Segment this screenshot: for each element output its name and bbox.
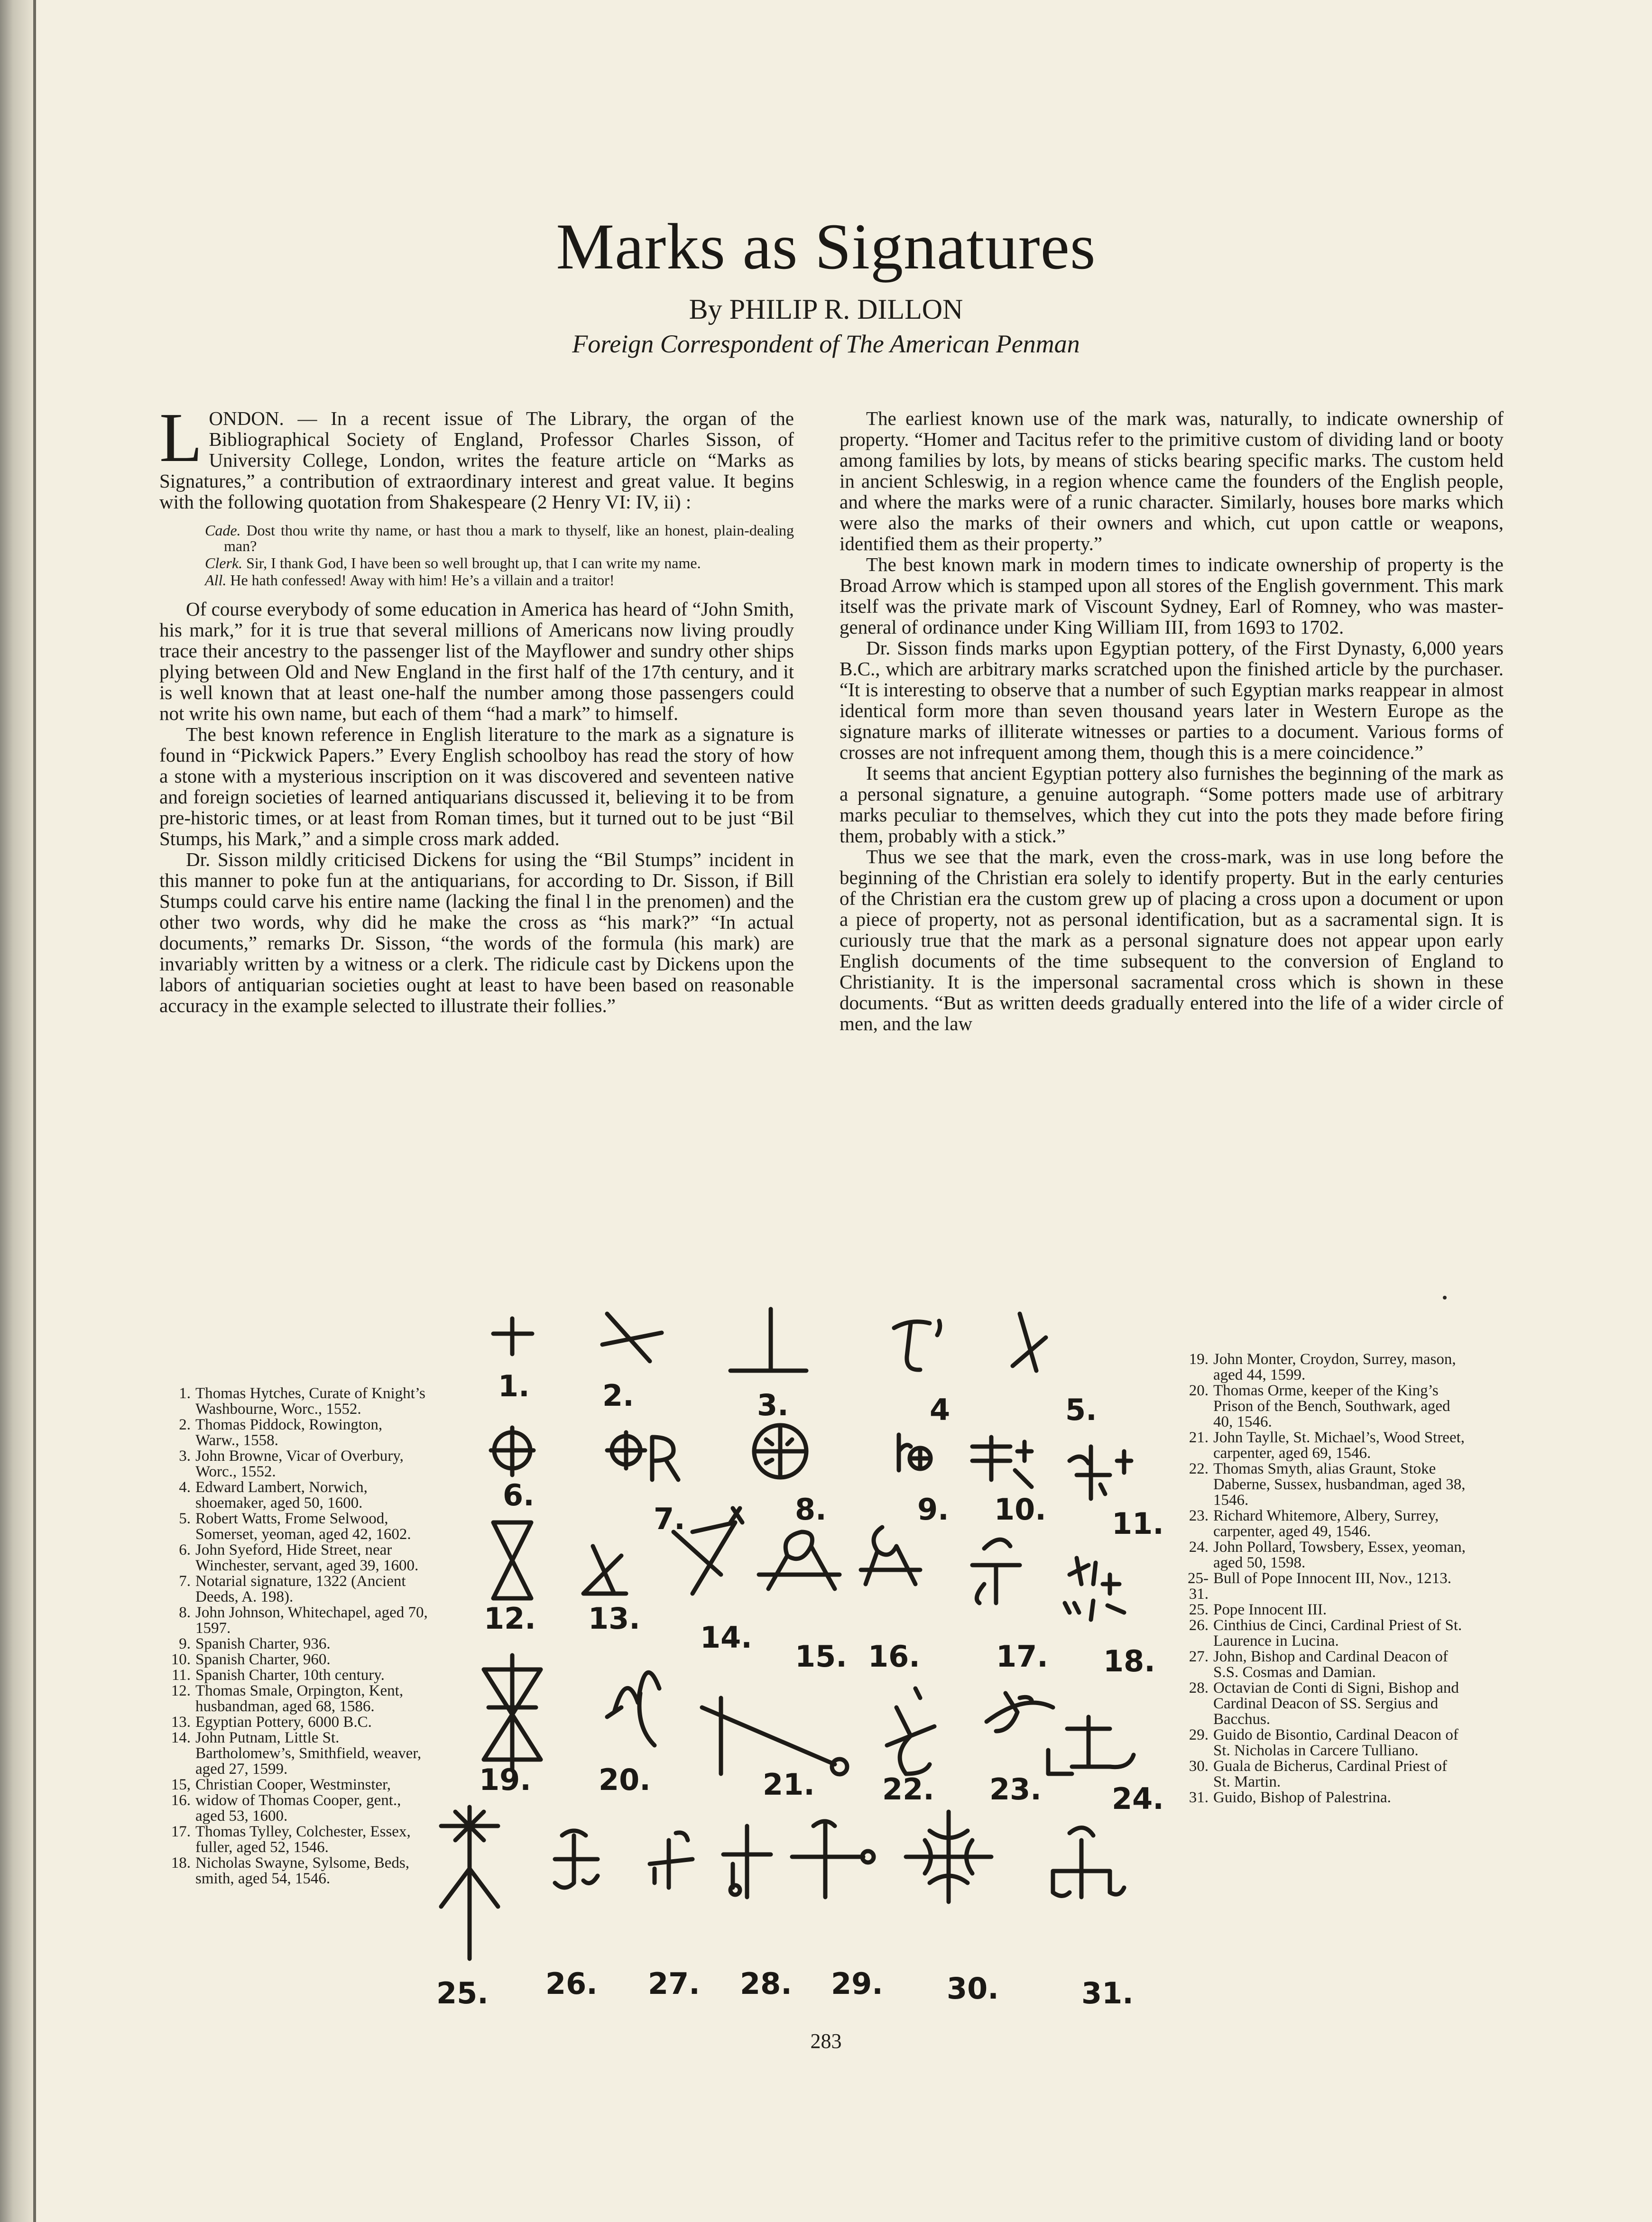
legend-text: John Syeford, Hide Street, near Winchester, servant, aged 39, 1600. <box>195 1541 419 1574</box>
legend-number: 18. <box>171 1854 191 1872</box>
mark-label: 20. <box>599 1762 651 1797</box>
mark-label: 16. <box>868 1639 920 1674</box>
page-number: 283 <box>810 2029 842 2053</box>
legend-item <box>1180 1430 1467 1461</box>
legend-item <box>1180 1790 1467 1806</box>
legend-item <box>162 1652 429 1668</box>
paragraph: Dr. Sisson finds marks upon Egyptian pottery, of the First Dynasty, 6,000 years B.C., which are arbitrary marks scratched upon the finished article by the purchaser. “It is interesting to observe that a number of such Egyptian marks reappear in almost identical form more than seven thousand years later in Western Europe as the signature marks of illiterate witnesses or parties to a document. Various forms of crosses are not infrequent among them, though this is a mere coincidence.” <box>840 637 1504 763</box>
paragraph: The earliest known use of the mark was, naturally, to indicate ownership of property. “Homer and Tacitus refer to the primitive custom of dividing land or booty among families by lots, by means of sticks bearing specific marks. The custom held in ancient Schleswig, in a region whence came the founders of the English people, and where the marks were of a runic character. Similarly, houses bore marks which were also the marks of their owners and which, cut upon cattle or weapons, identified them as their property.” <box>840 407 1504 554</box>
mark-9-icon <box>899 1435 931 1470</box>
quote-text: Dost thou write thy name, or hast thou a mark to thyself, like an honest, plain-dealing man? <box>224 522 794 554</box>
legend-text: Egyptian Pottery, 6000 B.C. <box>195 1714 372 1731</box>
paragraph-intro-text: ONDON. — In a recent issue of The Library, the organ of the Bibliographical Society of England, Professor Charles Sisson, of University College, London, writes the feature article on “Marks as Signatures,” a contribution of extraordinary interest and great value. It begins with the following quotation from Shakespeare (2 Henry VI: IV, ii) : <box>159 407 794 513</box>
mark-label: 25. <box>436 1976 489 2010</box>
mark-31-icon <box>1053 1828 1124 1897</box>
legend-number: 24. <box>1189 1539 1209 1556</box>
legend-number: 4. <box>179 1479 191 1496</box>
legend-number: 8. <box>179 1604 191 1621</box>
legend-text: John Putnam, Little St. Bartholomew’s, Smithfield, weaver, aged 27, 1599. <box>195 1729 422 1778</box>
legend-item <box>162 1574 429 1605</box>
legend-text: Cinthius de Cinci, Cardinal Priest of St. Laurence in Lucina. <box>1213 1617 1462 1650</box>
mark-label: 4 <box>930 1392 951 1427</box>
mark-19-icon <box>484 1655 541 1769</box>
quote-text: He hath confessed! Away with him! He’s a villain and a traitor! <box>230 572 615 589</box>
legend-item <box>1180 1649 1467 1680</box>
mark-16-icon <box>861 1527 920 1584</box>
legend-number: 7. <box>179 1573 191 1590</box>
legend-item <box>1180 1352 1467 1383</box>
legend-item <box>1180 1540 1467 1571</box>
mark-13-icon <box>583 1546 626 1594</box>
legend-item <box>1180 1727 1467 1759</box>
mark-label: 14. <box>700 1620 752 1655</box>
legend-right <box>1180 1352 1467 1806</box>
mark-24-icon <box>1048 1717 1134 1774</box>
mark-6-icon <box>491 1428 534 1475</box>
paragraph: Thus we see that the mark, even the cross-mark, was in use long before the beginning of the Christian era solely to identify property. But in the early centuries of the Christian era the custom grew up of placing a cross upon a document or upon a piece of property, not as personal identification, but as a sacramental sign. It is curiously true that the mark as a personal signature does not appear upon early English documents of the time subsequent to the conversion of England to Christianity. It is the impersonal sacramental cross which is shown in these documents. “But as written deeds gradually entered into the life of a wider circle of men, and the law <box>840 846 1504 1034</box>
mark-7-icon <box>607 1432 678 1480</box>
mark-30-icon <box>906 1812 991 1902</box>
mark-25-icon <box>441 1807 498 1959</box>
legend-number: 9. <box>179 1635 191 1652</box>
mark-28-icon <box>723 1826 771 1897</box>
quote-speaker: Clerk. <box>205 554 243 572</box>
legend-item <box>162 1542 429 1574</box>
legend-item <box>162 1730 429 1777</box>
legend-text: Notarial signature, 1322 (Ancient Deeds, A. 198). <box>195 1573 406 1605</box>
mark-label: 27. <box>648 1966 700 2001</box>
legend-text: Spanish Charter, 936. <box>195 1635 331 1652</box>
legend-number: 20. <box>1189 1382 1209 1399</box>
legend-number: 28. <box>1189 1679 1209 1696</box>
legend-number: 3. <box>179 1448 191 1465</box>
legend-item <box>162 1511 429 1542</box>
mark-label: 3. <box>757 1388 789 1422</box>
legend-number: 5. <box>179 1510 191 1527</box>
quote-text: Sir, I thank God, I have been so well brought up, that I can write my name. <box>246 554 701 572</box>
legend-text: Thomas Tylley, Colchester, Essex, fuller, aged 52, 1546. <box>195 1823 411 1856</box>
mark-label: 19. <box>479 1762 531 1797</box>
mark-label: 24. <box>1112 1781 1164 1816</box>
legend-text: Thomas Piddock, Rowington, Warw., 1558. <box>195 1416 383 1449</box>
mark-15-icon <box>759 1532 840 1589</box>
legend-item <box>1180 1508 1467 1540</box>
legend-item <box>162 1448 429 1480</box>
mark-label: 22. <box>882 1772 934 1807</box>
legend-text: Bull of Pope Innocent III, Nov., 1213. <box>1213 1570 1451 1587</box>
mark-label: 17. <box>996 1639 1048 1674</box>
legend-item <box>162 1417 429 1448</box>
right-column <box>840 408 1504 1034</box>
mark-20-icon <box>607 1672 659 1745</box>
legend-number: 21. <box>1189 1429 1209 1446</box>
legend-number: 23. <box>1189 1507 1209 1524</box>
legend-number: 22. <box>1189 1460 1209 1477</box>
mark-18-icon <box>1065 1558 1124 1620</box>
mark-label: 15. <box>795 1639 847 1674</box>
quote-speaker: All. <box>205 572 227 589</box>
legend-text: Edward Lambert, Norwich, shoemaker, aged 50, 1600. <box>195 1479 368 1512</box>
legend-item <box>1180 1461 1467 1508</box>
mark-17-icon <box>972 1540 1020 1603</box>
mark-2-icon <box>602 1314 662 1361</box>
mark-4-icon <box>894 1321 940 1370</box>
mark-5-icon <box>1013 1314 1046 1371</box>
legend-number: 19. <box>1189 1351 1209 1368</box>
mark-label: 10. <box>994 1492 1046 1527</box>
shakespeare-quote <box>205 523 794 588</box>
legend-text: John Taylle, St. Michael’s, Wood Street, carpenter, aged 69, 1546. <box>1213 1429 1465 1462</box>
mark-3-icon <box>730 1309 806 1371</box>
legend-item <box>162 1605 429 1636</box>
mark-label: 11. <box>1112 1506 1164 1541</box>
mark-1-icon <box>493 1318 532 1354</box>
legend-item <box>1180 1759 1467 1790</box>
paragraph: It seems that ancient Egyptian pottery also furnishes the beginning of the mark as a personal signature, a genuine autograph. “Some potters made use of arbitrary marks peculiar to themselves, which they cut into the pots they made before firing them, probably with a stick.” <box>840 762 1504 847</box>
article-title: Marks as Signatures <box>556 210 1096 283</box>
legend-item <box>162 1636 429 1652</box>
legend-number: 27. <box>1189 1648 1209 1665</box>
legend-number: 14. <box>171 1729 191 1746</box>
legend-number: 15, 16. <box>171 1776 191 1809</box>
article-byline: By PHILIP R. DILLON <box>689 294 963 325</box>
paragraph: Dr. Sisson mildly criticised Dickens for using the “Bil Stumps” incident in this manner to poke fun at the antiquarians, for according to Dr. Sisson, if Bill Stumps could carve his entire name (lacking the final l in the prenomen) and the other two words, why did he make the cross as “his mark?” “In actual documents,” remarks Dr. Sisson, “the words of the formula (his mark) are invariably written by a witness or a clerk. The ridicule cast by Dickens upon the labors of antiquarian societies ought at least to have been based on reasonable accuracy in the example selected to illustrate their follies.” <box>159 848 794 1016</box>
legend-item <box>1180 1602 1467 1618</box>
mark-label: 12. <box>484 1601 536 1636</box>
quote-speaker: Cade. <box>205 522 241 539</box>
legend-item <box>1180 1383 1467 1430</box>
mark-label: 21. <box>763 1767 815 1802</box>
mark-label: 29. <box>831 1966 883 2001</box>
legend-text: John Johnson, Whitechapel, aged 70, 1597. <box>195 1604 428 1637</box>
legend-number: 25. <box>1189 1601 1209 1618</box>
stray-dot <box>1443 1296 1447 1300</box>
mark-label: 8. <box>795 1492 827 1527</box>
mark-22-icon <box>887 1688 934 1774</box>
mark-label: 7. <box>654 1502 685 1536</box>
legend-number: 29. <box>1189 1726 1209 1743</box>
legend-item <box>162 1824 429 1855</box>
mark-11-icon <box>1070 1447 1131 1499</box>
paragraph: The best known mark in modern times to indicate ownership of property is the Broad Arrow which is stamped upon all stores of the English government. This mark itself was the private mark of Viscount Sydney, Earl of Romney, who was master-general of ordinance under King William III, from 1693 to 1702. <box>840 553 1504 638</box>
legend-number: 26. <box>1189 1617 1209 1634</box>
mark-label: 26. <box>545 1966 598 2001</box>
mark-label: 13. <box>588 1601 640 1636</box>
mark-label: 23. <box>989 1772 1042 1807</box>
mark-label: 1. <box>498 1369 530 1403</box>
legend-text: Spanish Charter, 10th century. <box>195 1667 385 1684</box>
legend-text: Guido de Bisontio, Cardinal Deacon of St. Nicholas in Carcere Tulliano. <box>1213 1726 1458 1759</box>
legend-number: 11. <box>171 1667 191 1684</box>
drop-cap: L <box>159 399 203 477</box>
mark-label: 5. <box>1065 1392 1097 1427</box>
legend-item <box>162 1480 429 1511</box>
mark-label: 6. <box>503 1478 535 1512</box>
legend-left <box>162 1386 429 1887</box>
legend-item <box>162 1715 429 1730</box>
legend-item <box>1180 1571 1467 1602</box>
legend-item <box>1180 1680 1467 1727</box>
legend-item <box>162 1855 429 1887</box>
legend-number: 10. <box>171 1651 191 1668</box>
legend-text: Octavian de Conti di Signi, Bishop and Cardinal Deacon of SS. Sergius and Bacchus. <box>1213 1679 1459 1728</box>
mark-23-icon <box>987 1693 1053 1731</box>
legend-text: Thomas Smyth, alias Graunt, Stoke Daberne, Sussex, husbandman, aged 38, 1546. <box>1213 1460 1466 1509</box>
legend-number: 12. <box>171 1682 191 1699</box>
article-subtitle: Foreign Correspondent of The American Penman <box>572 330 1080 358</box>
legend-number: 25-31. <box>1188 1570 1209 1603</box>
legend-text: Thomas Smale, Orpington, Kent, husbandman, aged 68, 1586. <box>195 1682 404 1715</box>
quote-line <box>205 572 794 588</box>
legend-text: Thomas Orme, keeper of the King’s Prison of the Bench, Southwark, aged 40, 1546. <box>1213 1382 1450 1430</box>
mark-label: 28. <box>740 1966 792 2001</box>
legend-text: Christian Cooper, Westminster, widow of Thomas Cooper, gent., aged 53, 1600. <box>195 1776 401 1825</box>
mark-21-icon <box>702 1698 847 1774</box>
legend-number: 30. <box>1189 1758 1209 1775</box>
legend-number: 31. <box>1189 1789 1209 1806</box>
legend-number: 17. <box>171 1823 191 1840</box>
legend-text: Guala de Bicherus, Cardinal Priest of St. Martin. <box>1213 1758 1448 1790</box>
legend-text: Thomas Hytches, Curate of Knight’s Washbourne, Worc., 1552. <box>195 1385 425 1418</box>
mark-10-icon <box>972 1437 1032 1487</box>
quote-line <box>205 523 794 554</box>
mark-label: 18. <box>1103 1644 1155 1678</box>
paragraph: Of course everybody of some education in America has heard of “John Smith, his mark,” for it is true that several millions of Americans now living proudly trace their ancestry to the passenger list of the Mayflower and sundry other ships plying between Old and New England in the first half of the 17th century, and it is well known that at least one-half the number among those passengers could not write his own name, but each of them “had a mark” to himself. <box>159 598 794 724</box>
legend-text: John Monter, Croydon, Surrey, mason, aged 44, 1599. <box>1213 1351 1456 1383</box>
mark-26-icon <box>555 1831 598 1888</box>
left-column <box>159 399 794 1016</box>
legend-text: Robert Watts, Frome Selwood, Somerset, yeoman, aged 42, 1602. <box>195 1510 411 1543</box>
paragraph: The best known reference in English literature to the mark as a signature is found in “Pickwick Papers.” Every English schoolboy has read the story of how a stone with a mysterious inscription on it was discovered and seventeen native and foreign societies of learned antiquarians discussed it, believing it to be from pre-historic times, or at least from Roman times, but it turned out to be just “Bil Stumps, his Mark,” and a simple cross mark added. <box>159 723 794 849</box>
paragraph-intro <box>159 399 794 513</box>
legend-text: Guido, Bishop of Palestrina. <box>1213 1789 1391 1806</box>
legend-number: 13. <box>171 1714 191 1731</box>
mark-27-icon <box>650 1833 692 1888</box>
mark-label: 2. <box>602 1378 634 1413</box>
legend-number: 2. <box>179 1416 191 1433</box>
mark-8-icon <box>754 1425 806 1477</box>
legend-item <box>162 1777 429 1824</box>
legend-text: John, Bishop and Cardinal Deacon of S.S. Cosmas and Damian. <box>1213 1648 1448 1681</box>
legend-text: John Pollard, Towsbery, Essex, yeoman, aged 50, 1598. <box>1213 1539 1466 1571</box>
legend-item <box>1180 1618 1467 1649</box>
legend-text: John Browne, Vicar of Overbury, Worc., 1552. <box>195 1448 404 1480</box>
mark-label: 30. <box>947 1971 999 2006</box>
mark-12-icon <box>493 1522 531 1598</box>
legend-text: Pope Innocent III. <box>1213 1601 1327 1618</box>
legend-number: 6. <box>179 1541 191 1558</box>
legend-number: 1. <box>179 1385 191 1402</box>
mark-29-icon <box>792 1821 874 1897</box>
legend-text: Spanish Charter, 960. <box>195 1651 331 1668</box>
legend-item <box>162 1386 429 1417</box>
mark-label: 31. <box>1081 1976 1134 2010</box>
legend-text: Richard Whitemore, Albery, Surrey, carpenter, aged 49, 1546. <box>1213 1507 1439 1540</box>
mark-label: 9. <box>917 1492 949 1527</box>
legend-text: Nicholas Swayne, Sylsome, Beds, smith, aged 54, 1546. <box>195 1854 409 1887</box>
legend-item <box>162 1683 429 1715</box>
quote-line <box>205 555 794 571</box>
legend-item <box>162 1668 429 1683</box>
